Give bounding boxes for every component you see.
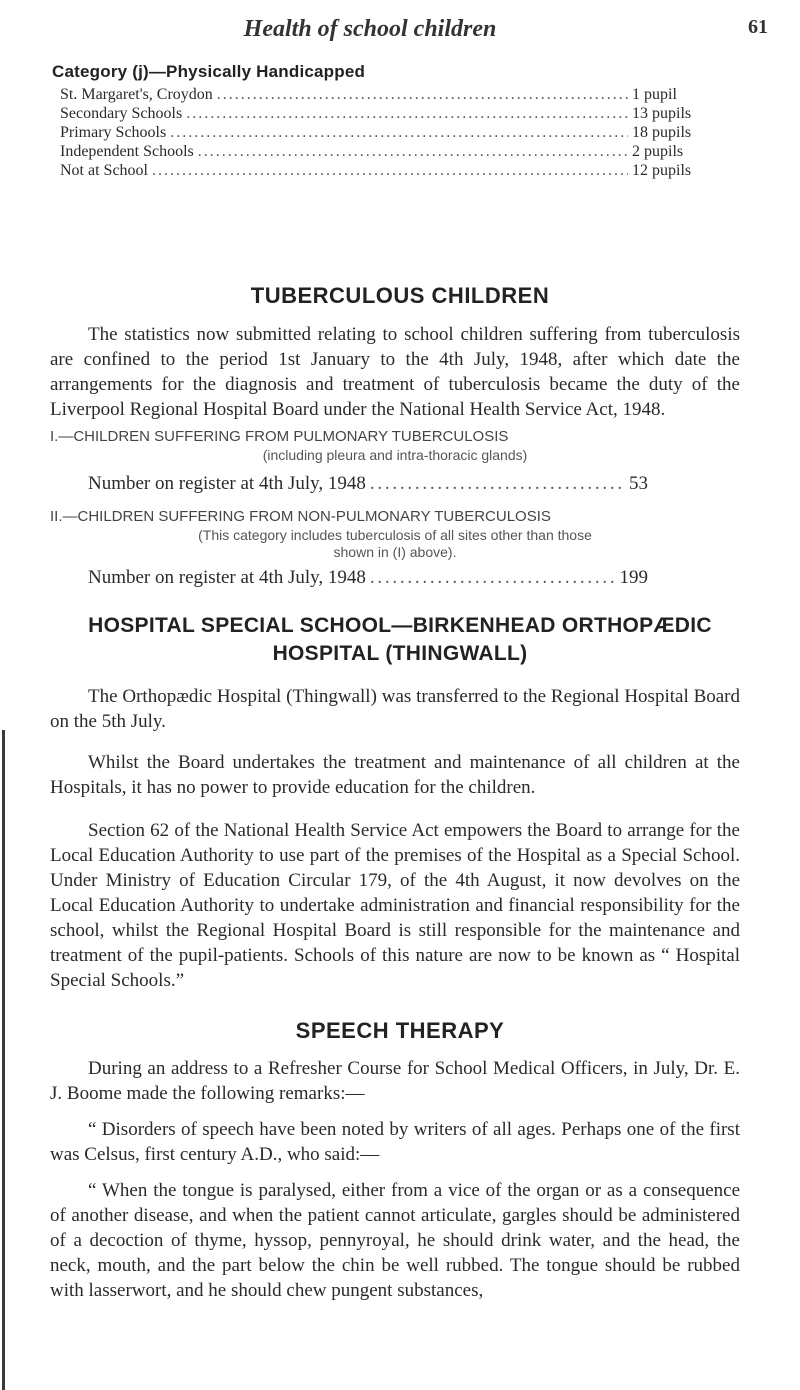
hospital-school-heading-line2: HOSPITAL (THINGWALL) — [272, 642, 528, 665]
speech-therapy-para-2: “ Disorders of speech have been noted by writers of all ages. Perhaps one of the first was Celsus, first century A.D., who said:— — [50, 1119, 740, 1165]
leader-dots — [186, 104, 628, 123]
hospital-school-para-1: The Orthopædic Hospital (Thingwall) was transferred to the Regional Hospital Board on the 5th July. — [50, 686, 740, 732]
category-row-count: 2 pupils — [632, 143, 684, 160]
leader-dots — [370, 566, 616, 590]
non-pulmonary-note-line2: shown in (I) above). — [333, 544, 457, 560]
pulmonary-register-value: 53 — [629, 473, 648, 494]
binding-edge-line — [2, 730, 5, 1390]
speech-therapy-para-3: “ When the tongue is paralysed, either from a vice of the organ or as a consequence of another disease, and when the patient cannot articulate, gargles should be administered of a decoction of thyme, hyssop, pennyroyal, he should drink water, and the head, the neck, mouth, and the part below the chin be well rubbed. The tongue should be rubbed with lasserwort, and he should chew pungent substances, — [50, 1180, 740, 1301]
pulmonary-register-row — [88, 472, 648, 496]
speech-therapy-heading: SPEECH THERAPY — [295, 1018, 505, 1043]
category-row-name: Primary Schools — [60, 124, 167, 141]
non-pulmonary-register-value: 199 — [619, 567, 648, 588]
category-row — [52, 85, 722, 104]
non-pulmonary-note-line1: (This category includes tuberculosis of all sites other than those — [198, 527, 592, 543]
hospital-school-heading-line1: HOSPITAL SPECIAL SCHOOL—BIRKENHEAD ORTHOPÆDIC — [88, 614, 712, 637]
category-row-count: 1 pupil — [632, 86, 677, 103]
pulmonary-note: (including pleura and intra-thoracic glands) — [262, 447, 528, 463]
category-row-name: Not at School — [60, 162, 148, 179]
category-row — [52, 104, 722, 123]
category-j-heading: Category (j)—Physically Handicapped — [52, 62, 366, 81]
category-row — [52, 123, 722, 142]
non-pulmonary-register-row — [88, 566, 648, 590]
leader-dots — [152, 161, 628, 180]
non-pulmonary-heading: II.—CHILDREN SUFFERING FROM NON-PULMONARY TUBERCULOSIS — [50, 508, 551, 525]
category-row-count: 13 pupils — [632, 105, 692, 122]
running-title: Health of school children — [243, 16, 497, 42]
tuberculous-intro: The statistics now submitted relating to school children suffering from tuberculosis are confined to the period 1st January to the 4th July, 1948, after which date the arrangements for the diagnosis and treatment of tuberculosis became the duty of the Liverpool Regional Hospital Board under the National Health Service Act, 1948. — [50, 324, 740, 420]
tuberculous-heading: TUBERCULOUS CHILDREN — [250, 283, 550, 308]
page-header — [0, 8, 800, 44]
leader-dots — [217, 85, 628, 104]
leader-dots — [170, 123, 628, 142]
category-j-block — [52, 62, 722, 180]
pulmonary-register-label: Number on register at 4th July, 1948 — [88, 473, 366, 494]
page-number: 61 — [748, 16, 768, 38]
category-row-name: St. Margaret's, Croydon — [60, 86, 213, 103]
leader-dots — [198, 142, 628, 161]
category-row-count: 18 pupils — [632, 124, 692, 141]
category-row — [52, 161, 722, 180]
hospital-school-para-2: Whilst the Board undertakes the treatment and maintenance of all children at the Hospitals, it has no power to provide education for the children. — [50, 752, 740, 798]
speech-therapy-para-1: During an address to a Refresher Course for School Medical Officers, in July, Dr. E. J. Boome made the following remarks:— — [50, 1058, 740, 1104]
pulmonary-heading: I.—CHILDREN SUFFERING FROM PULMONARY TUBERCULOSIS — [50, 428, 509, 445]
category-row-name: Independent Schools — [60, 143, 194, 160]
category-row-name: Secondary Schools — [60, 105, 183, 122]
category-row — [52, 142, 722, 161]
hospital-school-para-3: Section 62 of the National Health Service Act empowers the Board to arrange for the Local Education Authority to use part of the premises of the Hospital as a Special School. Under Ministry of Education Circular 179, of the 4th August, it now devolves on the Local Education Authority to undertake administration and financial responsibility for the school, whilst the Regional Hospital Board is still responsible for the maintenance and treatment of the pupil-patients. Schools of this nature are now to be known as “ Hospital Special Schools.” — [50, 820, 740, 991]
leader-dots — [370, 472, 625, 496]
non-pulmonary-register-label: Number on register at 4th July, 1948 — [88, 567, 366, 588]
category-row-count: 12 pupils — [632, 162, 692, 179]
